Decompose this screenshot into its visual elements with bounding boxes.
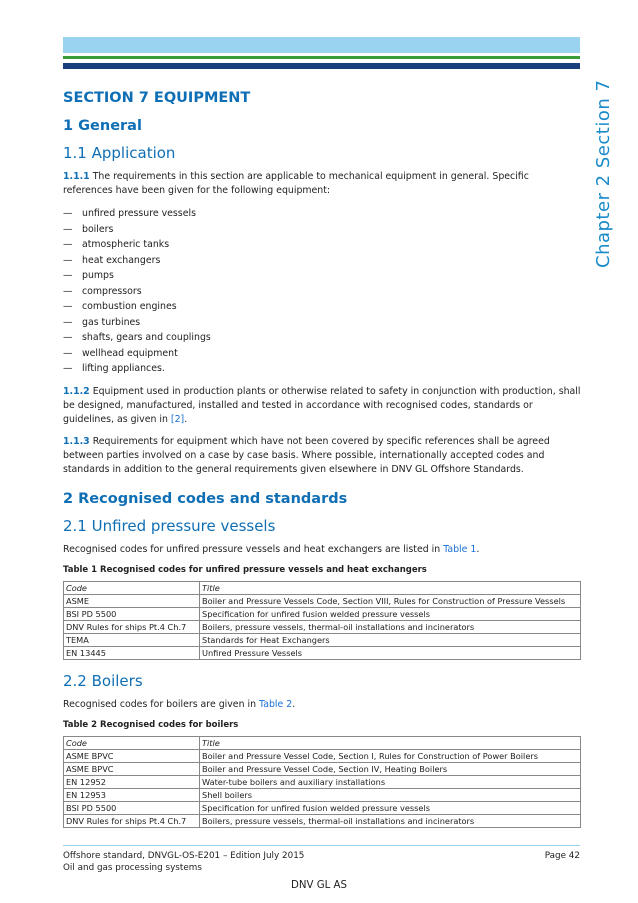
paragraph-number: 1.1.2 xyxy=(63,385,90,397)
table-cell-title: Boiler and Pressure Vessel Code, Section I, Rules for Construction of Power Boilers xyxy=(200,749,581,762)
table-header-row xyxy=(64,581,581,594)
table-row xyxy=(64,749,581,762)
table-cell-code: TEMA xyxy=(64,633,200,646)
list-item xyxy=(63,206,581,222)
header-stripe-green xyxy=(63,56,580,59)
table-2-caption: Table 2 Recognised codes for boilers xyxy=(63,719,239,730)
paragraph-2-2 xyxy=(63,698,581,712)
list-item-text: boilers xyxy=(82,223,114,235)
list-item xyxy=(63,315,581,331)
list-item-text: compressors xyxy=(82,285,142,297)
table-cell-code: EN 13445 xyxy=(64,646,200,659)
table-header-row xyxy=(64,736,581,749)
table-cell-title: Boilers, pressure vessels, thermal-oil installations and incinerators xyxy=(200,814,581,827)
list-item xyxy=(63,237,581,253)
equipment-list xyxy=(63,206,581,377)
dash-bullet: — xyxy=(63,332,73,343)
table-cell-title: Standards for Heat Exchangers xyxy=(200,633,581,646)
reference-link-table-1[interactable]: Table 1 xyxy=(443,543,477,555)
list-item xyxy=(63,222,581,238)
dash-bullet: — xyxy=(63,208,73,219)
reference-link-table-2[interactable]: Table 2 xyxy=(259,698,293,710)
table-cell-code: ASME BPVC xyxy=(64,749,200,762)
table-cell-title: Boilers, pressure vessels, thermal-oil installations and incinerators xyxy=(200,620,581,633)
dash-bullet: — xyxy=(63,285,73,297)
list-item xyxy=(63,253,581,269)
table-cell-code: BSI PD 5500 xyxy=(64,801,200,814)
dash-bullet: — xyxy=(63,254,73,266)
table-cell-code: DNV Rules for ships Pt.4 Ch.7 xyxy=(64,620,200,633)
dash-bullet: — xyxy=(63,347,73,359)
table-cell-code: DNV Rules for ships Pt.4 Ch.7 xyxy=(64,814,200,827)
list-item-text: lifting appliances. xyxy=(82,363,165,374)
section-title: SECTION 7 EQUIPMENT xyxy=(63,90,251,106)
footer-standard: Offshore standard, DNVGL-OS-E201 – Edition July 2015 xyxy=(63,851,305,861)
table-row xyxy=(64,594,581,607)
footer-divider xyxy=(63,845,580,846)
paragraph-text: Requirements for equipment which have not been covered by specific references shall be agreed between parties involved on a case by case basis. Where possible, internationally accepted codes and standards in addition to the general requirements given elsewhere in DNV GL Offshore Standards. xyxy=(63,435,550,475)
paragraph-1-1-1 xyxy=(63,170,581,198)
table-1-caption: Table 1 Recognised codes for unfired pressure vessels and heat exchangers xyxy=(63,564,427,575)
table-cell-title: Boiler and Pressure Vessel Code, Section IV, Heating Boilers xyxy=(200,762,581,775)
list-item-text: combustion engines xyxy=(82,301,177,312)
paragraph-text: Recognised codes for boilers are given in xyxy=(63,698,257,710)
footer-organization: DNV GL AS xyxy=(291,880,347,891)
heading-general: 1 General xyxy=(63,118,142,134)
table-1 xyxy=(63,581,581,660)
table-row xyxy=(64,775,581,788)
table-cell-title: Shell boilers xyxy=(200,788,581,801)
table-row xyxy=(64,788,581,801)
table-row xyxy=(64,620,581,633)
reference-link-2[interactable]: [2] xyxy=(170,413,185,425)
heading-recognised-codes: 2 Recognised codes and standards xyxy=(63,490,348,507)
list-item-text: atmospheric tanks xyxy=(82,239,170,250)
table-row xyxy=(64,762,581,775)
table-cell-title: Boiler and Pressure Vessels Code, Section VIII, Rules for Construction of Pressure Vessels xyxy=(200,594,581,607)
paragraph-end: . xyxy=(292,698,296,710)
table-cell-code: EN 12952 xyxy=(64,775,200,788)
list-item-text: gas turbines xyxy=(82,316,141,328)
paragraph-1-1-3 xyxy=(63,435,581,477)
dash-bullet: — xyxy=(63,301,73,312)
page-content xyxy=(63,88,581,840)
list-item xyxy=(63,299,581,315)
paragraph-1-1-2 xyxy=(63,385,581,427)
table-header-cell: Title xyxy=(200,581,581,594)
paragraph-text: Equipment used in production plants or otherwise related to safety in conjunction with production, shall be designed, manufactured, installed and tested in accordance with recognised codes, standards or guidelines, as given in xyxy=(63,385,581,425)
footer xyxy=(63,850,580,874)
list-item-text: shafts, gears and couplings xyxy=(82,332,211,343)
dash-bullet: — xyxy=(63,239,73,250)
table-cell-code: BSI PD 5500 xyxy=(64,607,200,620)
table-cell-code: ASME BPVC xyxy=(64,762,200,775)
paragraph-2-1 xyxy=(63,543,581,557)
table-header-cell: Title xyxy=(200,736,581,749)
paragraph-end: . xyxy=(476,543,480,555)
list-item xyxy=(63,346,581,362)
list-item xyxy=(63,330,581,346)
table-cell-code: ASME xyxy=(64,594,200,607)
dash-bullet: — xyxy=(63,223,73,235)
footer-page-number: Page 42 xyxy=(544,851,580,861)
list-item xyxy=(63,284,581,300)
paragraph-text: The requirements in this section are applicable to mechanical equipment in general. Specific references have been given for the following equipment: xyxy=(63,171,529,196)
table-row xyxy=(64,646,581,659)
table-row xyxy=(64,801,581,814)
paragraph-number: 1.1.1 xyxy=(63,171,90,182)
dash-bullet: — xyxy=(63,270,73,281)
header-stripe-navy xyxy=(63,63,580,69)
paragraph-end: . xyxy=(184,413,188,425)
table-cell-code: EN 12953 xyxy=(64,788,200,801)
heading-unfired-pressure-vessels: 2.1 Unfired pressure vessels xyxy=(63,516,276,535)
heading-application: 1.1 Application xyxy=(63,144,176,162)
list-item-text: pumps xyxy=(82,270,114,281)
list-item-text: unfired pressure vessels xyxy=(82,208,196,219)
side-chapter-label: Chapter 2 Section 7 xyxy=(593,79,614,268)
table-row xyxy=(64,814,581,827)
list-item xyxy=(63,361,581,377)
list-item xyxy=(63,268,581,284)
header-band xyxy=(63,37,580,53)
list-item-text: heat exchangers xyxy=(82,254,161,266)
table-header-cell: Code xyxy=(64,736,200,749)
heading-boilers: 2.2 Boilers xyxy=(63,671,143,690)
paragraph-text: Recognised codes for unfired pressure vessels and heat exchangers are listed in xyxy=(63,543,441,555)
table-row xyxy=(64,607,581,620)
footer-subtitle: Oil and gas processing systems xyxy=(63,863,202,873)
table-cell-title: Water-tube boilers and auxiliary installations xyxy=(200,775,581,788)
table-cell-title: Specification for unfired fusion welded pressure vessels xyxy=(200,801,581,814)
paragraph-number: 1.1.3 xyxy=(63,435,90,447)
table-2 xyxy=(63,736,581,828)
table-cell-title: Specification for unfired fusion welded pressure vessels xyxy=(200,607,581,620)
table-row xyxy=(64,633,581,646)
table-cell-title: Unfired Pressure Vessels xyxy=(200,646,581,659)
dash-bullet: — xyxy=(63,363,73,374)
header-stripe-gap xyxy=(63,60,580,62)
dash-bullet: — xyxy=(63,316,73,328)
list-item-text: wellhead equipment xyxy=(82,347,178,359)
table-header-cell: Code xyxy=(64,581,200,594)
